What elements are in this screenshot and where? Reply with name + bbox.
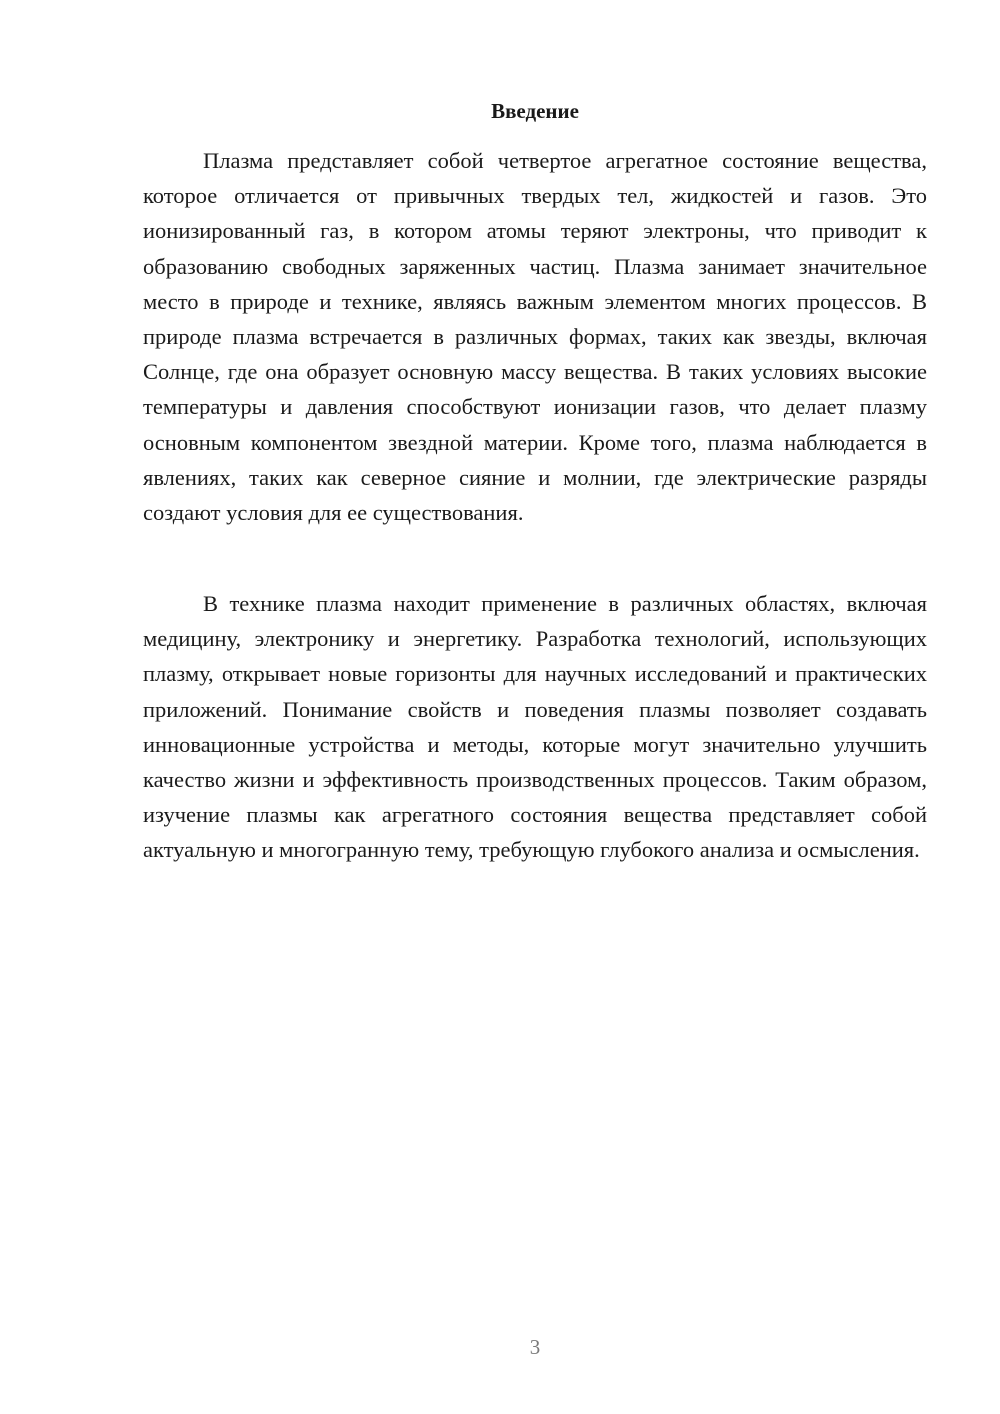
- paragraph-2: В технике плазма находит применение в различных областях, включая медицину, электронику и энергетику. Разработка технологий, использующих плазму, открывает новые горизонты для научных исследований и практических приложений. Понимание свойств и поведения плазмы позволяет создавать инновационные устройства и методы, которые могут значительно улучшить качество жизни и эффективность производственных процессов. Таким образом, изучение плазмы как агрегатного состояния вещества представляет собой актуальную и многогранную тему, требующую глубокого анализа и осмысления.: [143, 591, 927, 863]
- section-heading: Введение: [491, 99, 579, 123]
- paragraph-1: Плазма представляет собой четвертое агрегатное состояние вещества, которое отличается от привычных твердых тел, жидкостей и газов. Это ионизированный газ, в котором атомы теряют электроны, что приводит к образованию свободных заряженных частиц. Плазма занимает значительное место в природе и технике, являясь важным элементом многих процессов. В природе плазма встречается в различных формах, таких как звезды, включая Солнце, где она образует основную массу вещества. В таких условиях высокие температуры и давления способствуют ионизации газов, что делает плазму основным компонентом звездной материи. Кроме того, плазма наблюдается в явлениях, таких как северное сияние и молнии, где электрические разряды создают условия для ее существования.: [143, 148, 927, 526]
- page-number: 3: [529, 1335, 541, 1359]
